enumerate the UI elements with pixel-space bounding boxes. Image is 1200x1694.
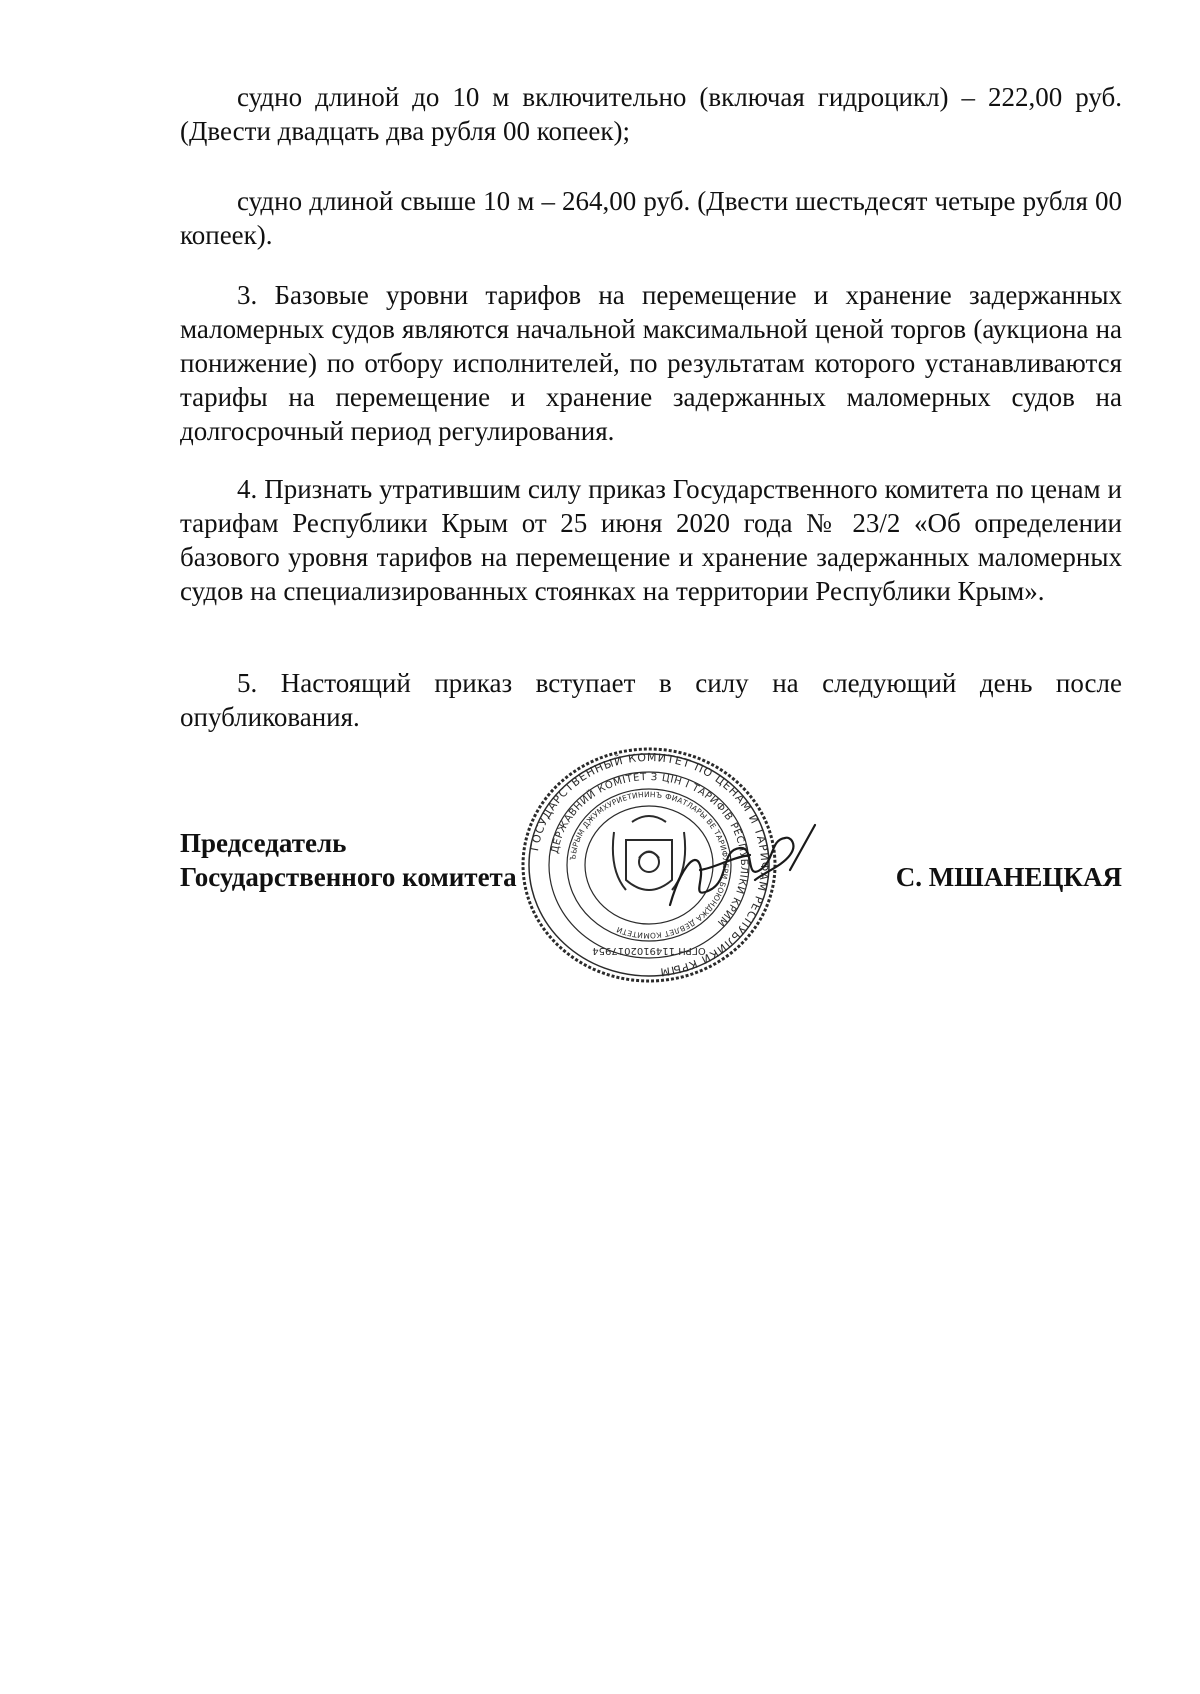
seal-middle-textpath: ДЕРЖАВНИЙ КОМІТЕТ З ЦІН І ТАРИФІВ РЕСПУБЛІКИ КРИМ [549,771,750,929]
signatory-position [180,826,517,894]
signatory-name: С. МШАНЕЦКАЯ [895,862,1122,892]
seal-outer-textpath: ГОСУДАРСТВЕННЫЙ КОМИТЕТ ПО ЦЕНАМ И ТАРИФАМ РЕСПУБЛИКИ КРЫМ [528,750,772,979]
signatory-position-line2: Государственного комитета [180,862,517,892]
seal-ogrn: ОГРН 1149102017954 [592,945,706,956]
paragraph-tariff-over-10m: судно длиной свыше 10 м – 264,00 руб. (Двести шестьдесят четыре рубля 00 копеек). [180,186,1122,250]
paragraph-item-4: 4. Признать утратившим силу приказ Государственного комитета по ценам и тарифам Республики Крым от 25 июня 2020 года № 23/2 «Об определении базового уровня тарифов на перемещение и хранение задержанных маломерных судов на специализированных стоянках на территории Республики Крым». [180,474,1122,606]
paragraph-item-3: 3. Базовые уровни тарифов на перемещение и хранение задержанных маломерных судов являются начальной максимальной ценой торгов (аукциона на понижение) по отбору исполнителей, по результатам которого устанавливаются тарифы на перемещение и хранение задержанных маломерных судов на долгосрочный период регулирования. [180,280,1122,446]
paragraph-item-5: 5. Настоящий приказ вступает в силу на следующий день после опубликования. [180,668,1122,732]
handwritten-signature [660,810,820,930]
signatory-position-line1: Председатель [180,828,347,858]
paragraph-tariff-up-to-10m: судно длиной до 10 м включительно (включая гидроцикл) – 222,00 руб. (Двести двадцать два рубля 00 копеек); [180,82,1122,146]
seal-inner-textpath: ЪЫРЫМ ДЖУМХУРИЕТИНИНЪ ФИАТЛАРЫ ВЕ ТАРИФЛЕРИ БОЮНДЖА ДЕВЛЕТ КОМИТЕТИ [568,789,731,941]
